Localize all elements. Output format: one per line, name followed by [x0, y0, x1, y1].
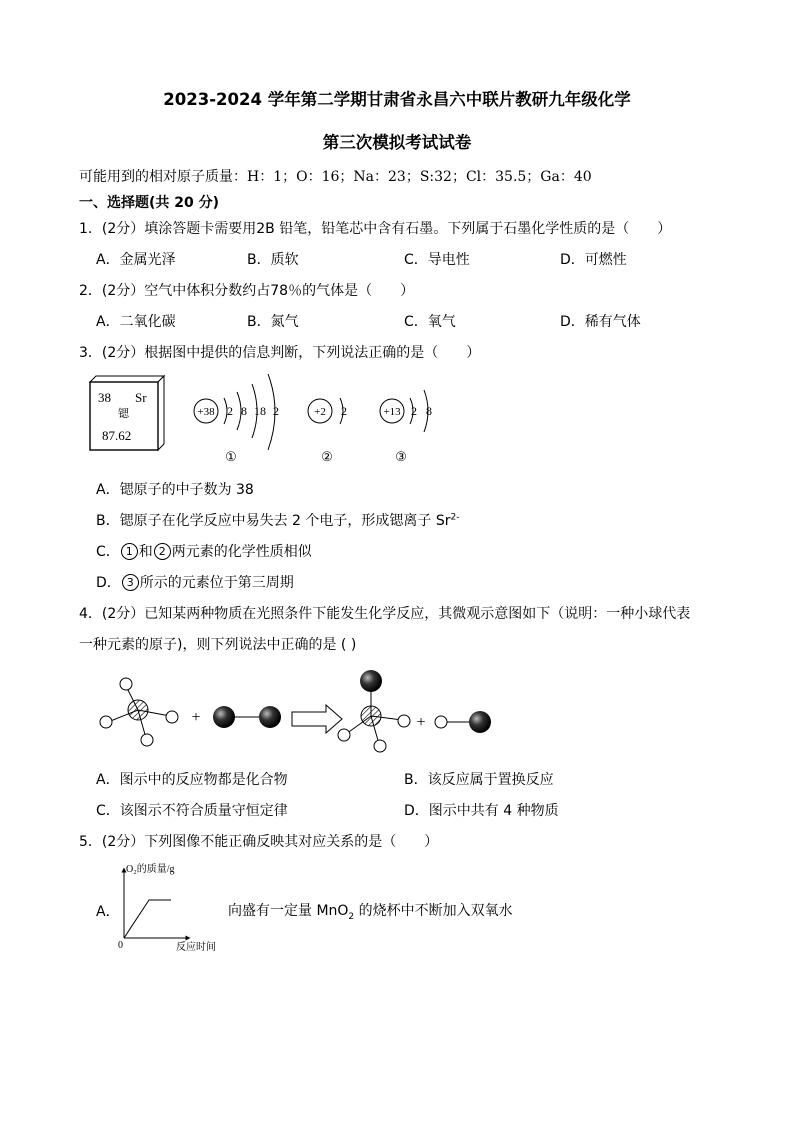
option-a-desc-suffix: 的烧杯中不断加入双氧水	[354, 903, 513, 919]
atom-2-shell-1: 2	[341, 404, 347, 418]
oxygen-mass-graph	[112, 858, 232, 956]
question-2-option-b: B．氮气	[247, 314, 299, 330]
atom-3-nucleus: +13	[383, 406, 401, 418]
atom-diagram-3	[380, 390, 432, 464]
question-3-option-b	[96, 510, 460, 530]
page-title-line1: 2023-2024 学年第二学期甘肃省永昌六中联片教研九年级化学	[163, 90, 631, 109]
option-d-suffix: 所示的元素位于第三周期	[139, 575, 294, 591]
question-4-option-d: D．图示中共有 4 种物质	[404, 803, 559, 819]
reaction-diagram	[96, 664, 506, 760]
mno2-subscript: 2	[348, 911, 355, 922]
product-molecule-2	[435, 711, 491, 733]
question-1-option-c: C．导电性	[404, 252, 470, 268]
element-mass: 87.62	[102, 428, 132, 443]
question-5-stem: 5．(2分）下列图像不能正确反映其对应关系的是（ ）	[79, 834, 439, 850]
question-3-figure	[88, 368, 448, 468]
option-d-prefix: D．	[96, 575, 121, 591]
atom-1-shell-4: 2	[273, 404, 279, 418]
question-4-option-a: A．图示中的反应物都是化合物	[96, 772, 288, 788]
question-4-option-b: B．该反应属于置换反应	[404, 772, 554, 788]
question-3-option-a: A．锶原子的中子数为 38	[96, 482, 254, 498]
question-2-option-a: A．二氧化碳	[96, 314, 176, 330]
section-heading: 一、选择题(共 20 分)	[79, 195, 220, 211]
element-name: 锶	[118, 408, 129, 420]
question-1-stem: 1．(2分）填涂答题卡需要用2B 铅笔，铅笔芯中含有石墨。下列属于石墨化学性质的是（ ）	[79, 221, 672, 237]
atom-1-shell-2: 8	[241, 404, 247, 418]
atom-diagram-1	[194, 374, 279, 464]
graph-line	[124, 900, 171, 938]
question-2-stem: 2．(2分）空气中体积分数约占78％的气体是（ ）	[79, 283, 415, 299]
circled-number-3: 3	[122, 574, 139, 591]
question-3-option-c	[96, 541, 312, 561]
question-2-option-c: C．氧气	[404, 314, 456, 330]
atom-2-label: ②	[321, 449, 333, 464]
atom-1-nucleus: +38	[197, 406, 215, 418]
question-4-stem-line2: 一种元素的原子)，则下列说法中正确的是 ( )	[79, 637, 357, 653]
atomic-mass-values: H：1；O：16；Na：23；S:32；Cl：35.5；Ga：40	[247, 169, 592, 185]
atom-diagram-2	[308, 398, 347, 464]
product-molecule-1	[338, 670, 410, 752]
reactant-molecule-1	[100, 678, 178, 746]
graph-origin: 0	[118, 940, 123, 951]
option-c-prefix: C．	[96, 544, 120, 560]
atom-1-label: ①	[225, 449, 237, 464]
atom-2-nucleus: +2	[314, 406, 326, 418]
question-4-stem-line1: 4．(2分）已知某两种物质在光照条件下能发生化学反应，其微观示意图如下（说明：一种小球代表	[79, 606, 691, 622]
atom-3-shell-1: 2	[411, 404, 417, 418]
element-symbol: Sr	[135, 390, 147, 405]
question-1-option-a: A．金属光泽	[96, 252, 176, 268]
question-1-option-b: B．质软	[247, 252, 299, 268]
reactant-molecule-2	[213, 706, 281, 728]
atomic-mass-line	[79, 166, 592, 186]
circled-number-2: 2	[154, 543, 171, 560]
option-c-suffix: 两元素的化学性质相似	[171, 544, 312, 560]
option-c-mid: 和	[138, 544, 153, 560]
page-title-line2: 第三次模拟考试试卷	[322, 133, 472, 152]
atomic-mass-label: 可能用到的相对原子质量：	[79, 169, 247, 185]
question-2-option-d: D．稀有气体	[560, 314, 641, 330]
question-4-option-c: C．该图示不符合质量守恒定律	[96, 803, 288, 819]
question-3-stem: 3．(2分）根据图中提供的信息判断，下列说法正确的是（ ）	[79, 345, 481, 361]
atom-3-label: ③	[395, 449, 407, 464]
circled-number-1: 1	[121, 543, 138, 560]
element-number: 38	[98, 390, 111, 405]
reaction-arrow	[292, 705, 342, 733]
question-1-option-d: D．可燃性	[560, 252, 627, 268]
question-5-option-a-description	[228, 900, 513, 922]
graph-x-label: 反应时间	[176, 942, 216, 953]
question-5-option-a-label: A．	[96, 904, 120, 920]
atom-1-shell-1: 2	[227, 404, 233, 418]
atom-3-shell-2: 8	[426, 404, 432, 418]
reaction-plus-sign-1: +	[191, 709, 201, 726]
atom-1-shell-3: 18	[254, 404, 266, 418]
reaction-plus-sign-2: +	[416, 714, 426, 731]
charge-superscript: 2-	[450, 512, 460, 523]
element-card	[90, 376, 164, 450]
question-3-option-b-text: B．锶原子在化学反应中易失去 2 个电子，形成锶离子 Sr	[96, 513, 451, 529]
question-3-option-d	[96, 572, 294, 592]
option-a-desc-prefix: 向盛有一定量 MnO	[228, 903, 349, 919]
graph-y-label: O₂的质量/g	[126, 864, 175, 875]
